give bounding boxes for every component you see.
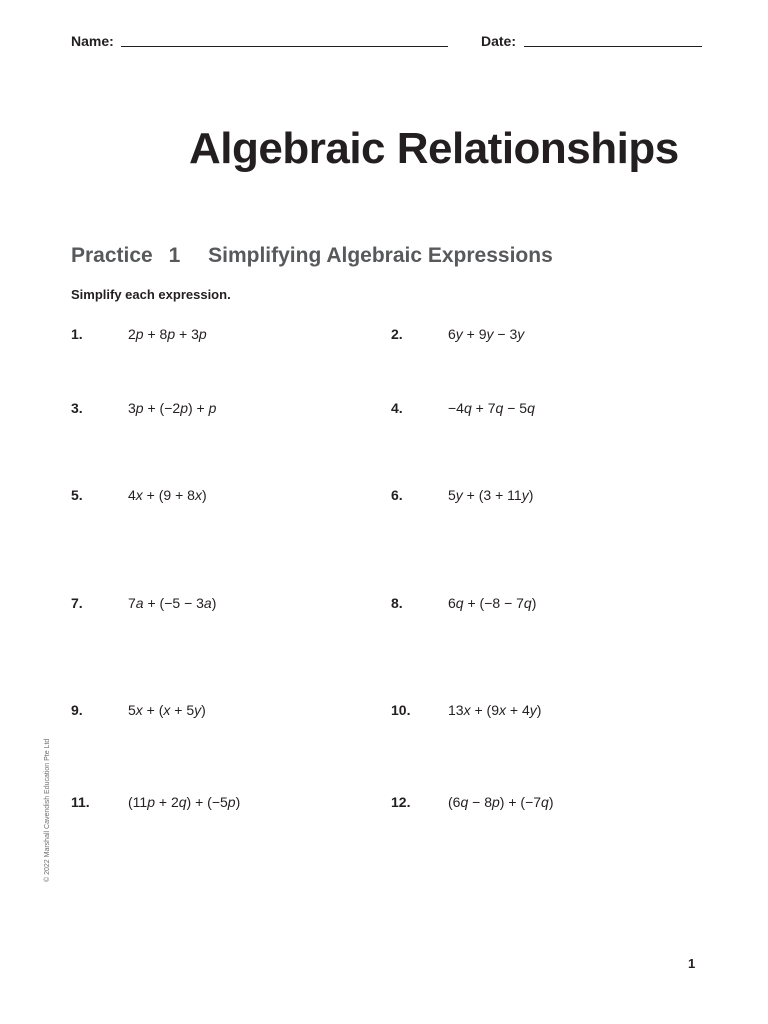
page-number: 1: [688, 956, 696, 971]
practice-heading: [71, 244, 553, 268]
problem-expression: 2p + 8p + 3p: [128, 326, 207, 342]
problem-expression: 13x + (9x + 4y): [448, 702, 542, 718]
practice-word: Practice: [71, 244, 153, 267]
problem-number: 8.: [391, 595, 403, 611]
problem-expression: 6q + (−8 − 7q): [448, 595, 537, 611]
problem-expression: 3p + (−2p) + p: [128, 400, 217, 416]
problem-expression: (6q − 8p) + (−7q): [448, 794, 554, 810]
problem-number: 1.: [71, 326, 83, 342]
practice-topic: Simplifying Algebraic Expressions: [208, 244, 553, 267]
page-title: Algebraic Relationships: [189, 124, 679, 173]
problem-expression: 5y + (3 + 11y): [448, 487, 534, 503]
problem-number: 2.: [391, 326, 403, 342]
practice-number: 1: [168, 244, 181, 267]
date-label: Date:: [481, 33, 517, 49]
date-field: [481, 33, 516, 49]
problem-number: 10.: [391, 702, 411, 718]
problem-number: 11.: [71, 794, 90, 810]
date-line[interactable]: [524, 46, 702, 47]
problem-number: 4.: [391, 400, 403, 416]
problem-expression: 7a + (−5 − 3a): [128, 595, 217, 611]
problem-expression: −4q + 7q − 5q: [448, 400, 535, 416]
instructions: Simplify each expression.: [71, 287, 231, 302]
name-label: Name:: [71, 33, 114, 49]
problem-number: 12.: [391, 794, 411, 810]
problem-number: 6.: [391, 487, 403, 503]
problem-expression: (11p + 2q) + (−5p): [128, 794, 241, 810]
problem-number: 9.: [71, 702, 83, 718]
name-line[interactable]: [121, 46, 448, 47]
problem-expression: 5x + (x + 5y): [128, 702, 206, 718]
problem-expression: 6y + 9y − 3y: [448, 326, 525, 342]
problem-number: 5.: [71, 487, 83, 503]
problem-number: 3.: [71, 400, 83, 416]
problem-expression: 4x + (9 + 8x): [128, 487, 207, 503]
copyright-notice: © 2022 Marshall Cavendish Education Pte Ltd: [44, 738, 51, 882]
name-field: [71, 33, 114, 49]
problem-number: 7.: [71, 595, 83, 611]
